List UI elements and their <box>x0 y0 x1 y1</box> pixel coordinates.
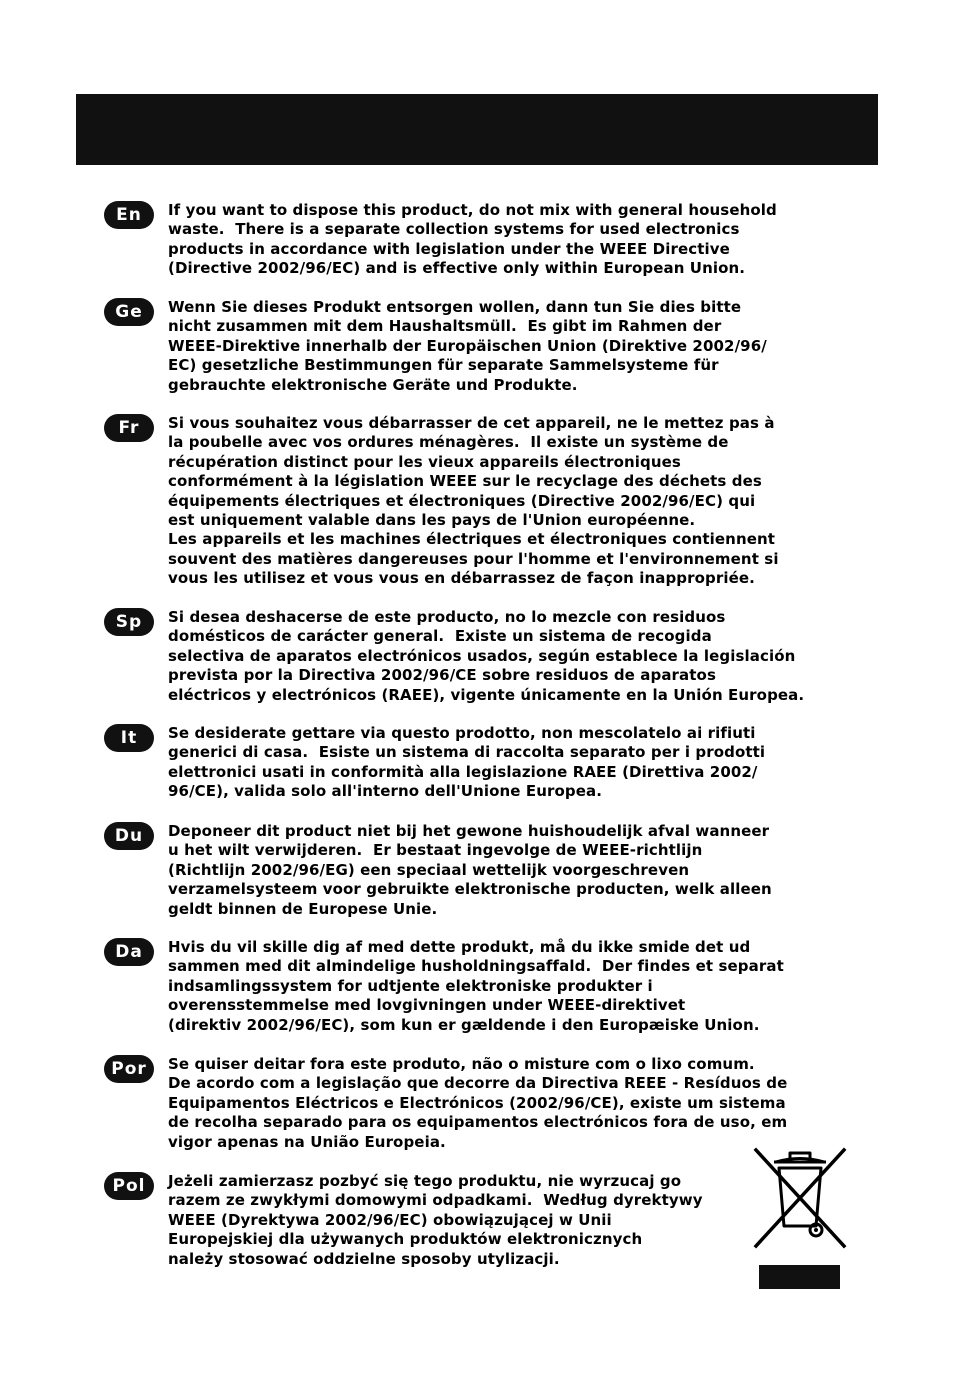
paragraph-por: Se quiser deitar fora este produto, não o misture com o lixo comum. De acordo com a legislação que decorre da Directiva REEE - Resíduos de Equipamentos Eléctricos e Electrónicos (2002/96/CE), existe um sistema de recolha separado para os equipamentos electrónicos fora de uso, em vigor apenas na União Europeia. <box>168 1055 788 1151</box>
crossed-out-wheelie-bin-icon <box>750 1146 850 1250</box>
language-badge-fr: Fr <box>104 414 154 442</box>
paragraph-it: Se desiderate gettare via questo prodotto, non mescolatelo ai rifiuti generici di casa. Esiste un sistema di raccolta separato per i prodotti elettronici usati in conformità alla legislazione RAEE (Direttiva 2002/ 96/CE), valida solo all'interno dell'Unione Europea. <box>168 724 766 801</box>
paragraph-en: If you want to dispose this product, do not mix with general household waste. There is a separate collection systems for used electronics products in accordance with legislation under the WEEE Directive (Directive 2002/96/EC) and is effective only within European Union. <box>168 201 777 278</box>
paragraph-da: Hvis du vil skille dig af med dette produkt, må du ikke smide det ud sammen med dit almindelige husholdningsaffald. Der findes et separat indsamlingssystem for udtjente elektroniske produkter i overensstemmelse med lovgivningen under WEEE-direktivet (direktiv 2002/96/EC), som kun er gældende i den Europæiske Union. <box>168 938 784 1034</box>
paragraph-du: Deponeer dit product niet bij het gewone huishoudelijk afval wanneer u het wilt verwijderen. Er bestaat ingevolge de WEEE-richtlijn (Richtlijn 2002/96/EG) een speciaal wettelijk voorgeschreven verzamelsysteem voor gebruikte elektronische producten, welk alleen geldt binnen de Europese Unie. <box>168 822 772 918</box>
weee-underline-bar <box>759 1265 840 1289</box>
language-badge-sp: Sp <box>104 608 154 636</box>
language-badge-en: En <box>104 201 154 229</box>
paragraph-sp: Si desea deshacerse de este producto, no lo mezcle con residuos domésticos de carácter general. Existe un sistema de recogida selectiva de aparatos electrónicos usados, según establece la legislación prevista por la Directiva 2002/96/CE sobre residuos de aparatos eléctricos y electrónicos (RAEE), vigente únicamente en la Unión Europea. <box>168 608 805 704</box>
language-badge-por: Por <box>104 1055 154 1083</box>
language-badge-da: Da <box>104 938 154 966</box>
language-badge-it: It <box>104 724 154 752</box>
language-badge-pol: Pol <box>104 1172 154 1200</box>
language-badge-ge: Ge <box>104 298 154 326</box>
header-bar <box>76 94 878 165</box>
paragraph-ge: Wenn Sie dieses Produkt entsorgen wollen, dann tun Sie dies bitte nicht zusammen mit dem Haushaltsmüll. Es gibt im Rahmen der WEEE-Direktive innerhalb der Europäischen Union (Direktive 2002/96/ EC) gesetzliche Bestimmungen für separate Sammelsysteme für gebrauchte elektronische Geräte und Produkte. <box>168 298 767 394</box>
language-badge-du: Du <box>104 822 154 850</box>
paragraph-fr: Si vous souhaitez vous débarrasser de cet appareil, ne le mettez pas à la poubelle avec vos ordures ménagères. Il existe un système de récupération distinct pour les vieux appareils électroniques conformément à la législation WEEE sur le recyclage des déchets des équipements électriques et électroniques (Directive 2002/96/EC) qui est uniquement valable dans les pays de l'Union européenne. Les appareils et les machines électriques et électroniques contiennent souvent des matières dangereuses pour l'homme et l'environnement si vous les utilisez et vous vous en débarrassez de façon inappropriée. <box>168 414 779 588</box>
paragraph-pol: Jeżeli zamierzasz pozbyć się tego produktu, nie wyrzucaj go razem ze zwykłymi domowymi odpadkami. Według dyrektywy WEEE (Dyrektywa 2002/96/EC) obowiązującej w Unii Europejskiej dla używanych produktów elektronicznych należy stosować oddzielne sposoby utylizacji. <box>168 1172 703 1268</box>
